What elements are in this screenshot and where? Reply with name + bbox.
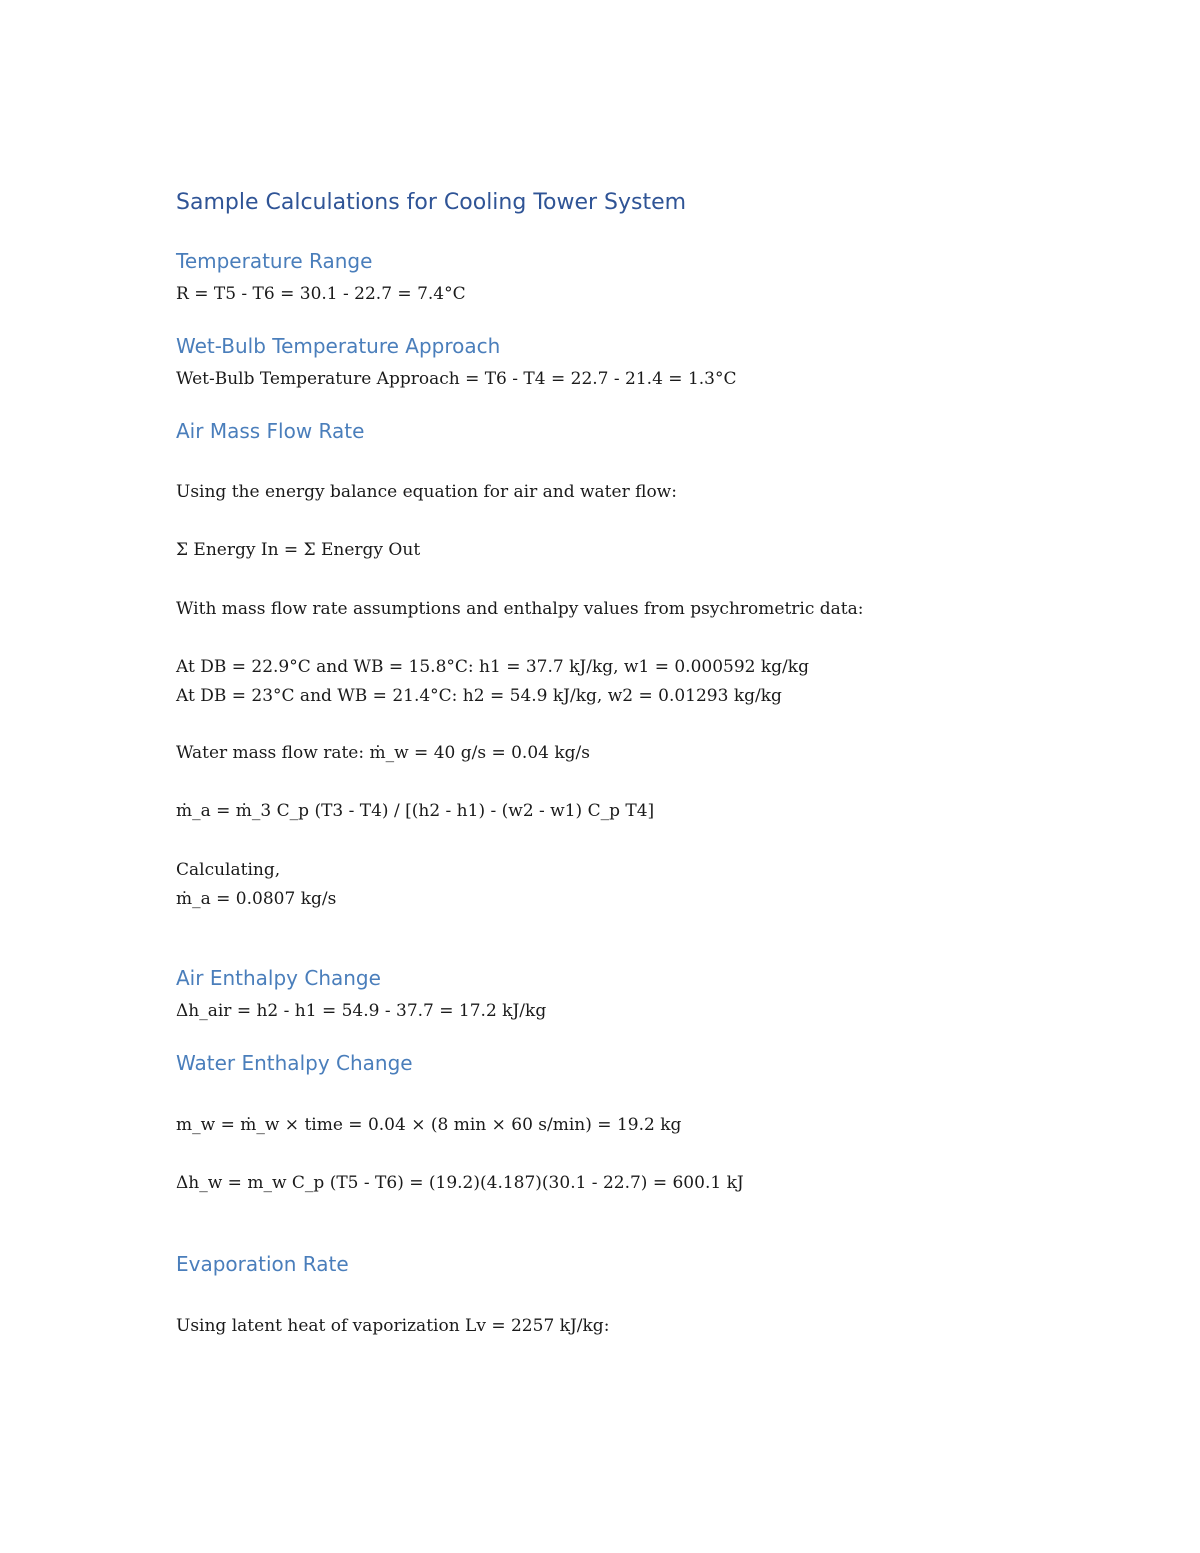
psychrometric-intro: With mass flow rate assumptions and enthalpy values from psychrometric data: [176,599,864,619]
water-mass-equation: m_w = ṁ_w × time = 0.04 × (8 min × 60 s/min) = 19.2 kg [176,1115,682,1135]
section-heading-wet-bulb-approach: Wet-Bulb Temperature Approach [176,334,501,358]
state-2-values: At DB = 23°C and WB = 21.4°C: h2 = 54.9 kJ/kg, w2 = 0.01293 kg/kg [176,686,782,706]
section-heading-evaporation-rate: Evaporation Rate [176,1252,349,1276]
temperature-range-equation: R = T5 - T6 = 30.1 - 22.7 = 7.4°C [176,284,466,304]
section-heading-air-mass-flow-rate: Air Mass Flow Rate [176,419,365,443]
state-1-values: At DB = 22.9°C and WB = 15.8°C: h1 = 37.7 kJ/kg, w1 = 0.000592 kg/kg [176,657,809,677]
wet-bulb-approach-equation: Wet-Bulb Temperature Approach = T6 - T4 = 22.7 - 21.4 = 1.3°C [176,369,737,389]
calculating-label: Calculating, [176,860,281,880]
section-heading-water-enthalpy-change: Water Enthalpy Change [176,1051,413,1075]
water-mass-flow-rate: Water mass flow rate: ṁ_w = 40 g/s = 0.04 kg/s [176,743,591,763]
air-enthalpy-equation: Δh_air = h2 - h1 = 54.9 - 37.7 = 17.2 kJ/kg [176,1001,547,1021]
air-mass-flow-result: ṁ_a = 0.0807 kg/s [176,889,337,909]
section-heading-air-enthalpy-change: Air Enthalpy Change [176,966,381,990]
section-heading-temperature-range: Temperature Range [176,249,373,273]
water-enthalpy-equation: Δh_w = m_w C_p (T5 - T6) = (19.2)(4.187)(30.1 - 22.7) = 600.1 kJ [176,1173,744,1193]
document-title: Sample Calculations for Cooling Tower System [176,190,687,215]
energy-balance-equation: Σ Energy In = Σ Energy Out [176,540,421,560]
air-mass-flow-formula: ṁ_a = ṁ_3 C_p (T3 - T4) / [(h2 - h1) - (w2 - w1) C_p T4] [176,801,655,821]
latent-heat-intro: Using latent heat of vaporization Lv = 2257 kJ/kg: [176,1316,610,1336]
energy-balance-intro: Using the energy balance equation for air and water flow: [176,482,677,502]
